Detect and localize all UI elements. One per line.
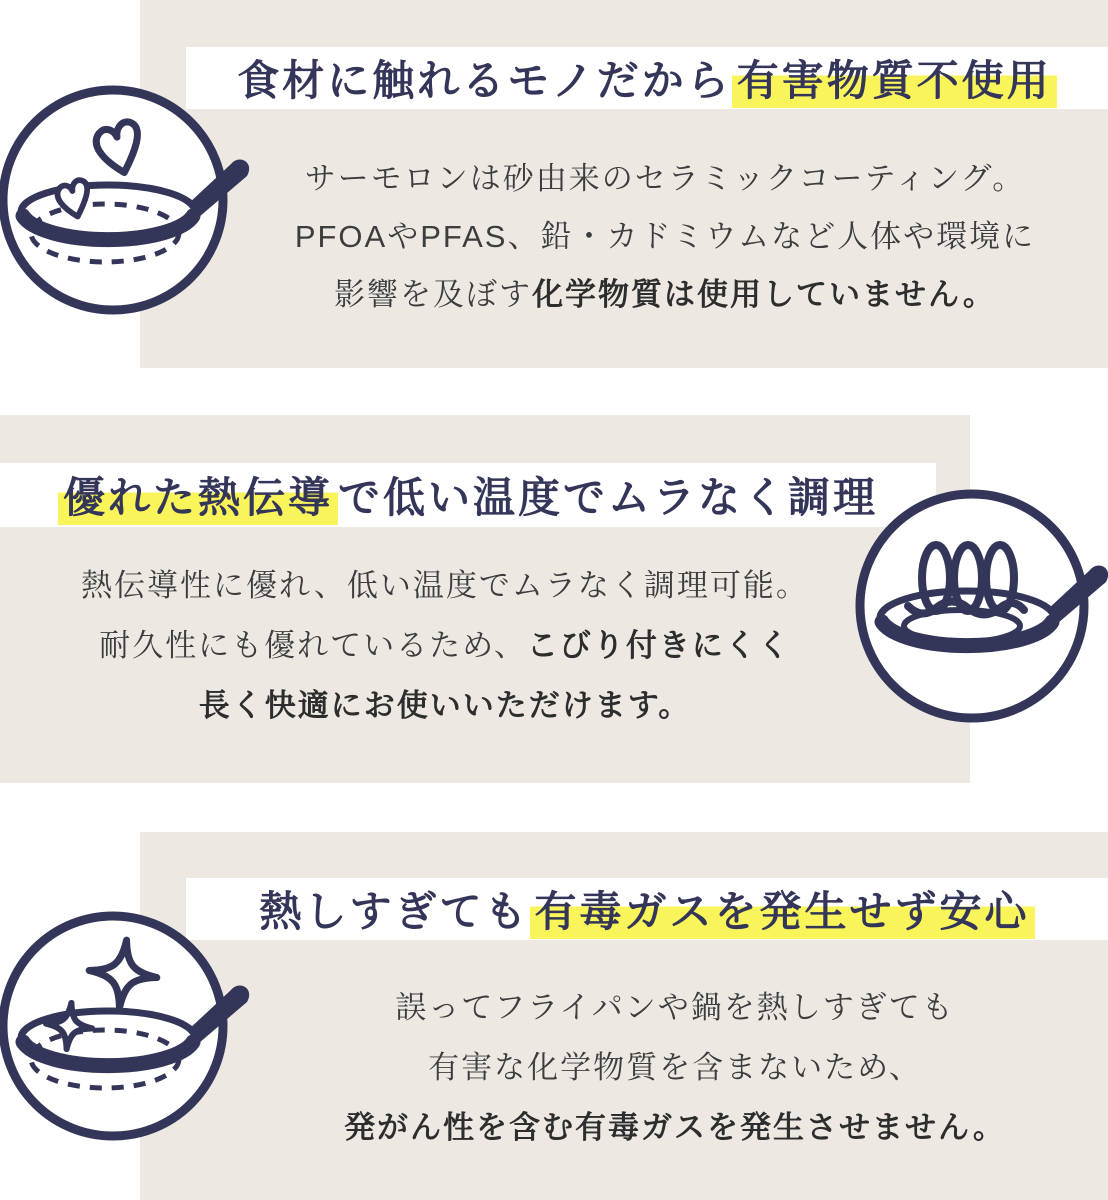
body-line: 誤ってフライパンや鍋を熱しすぎても bbox=[395, 990, 955, 1025]
title-highlight: 有毒ガスを発生せず安心 bbox=[530, 879, 1035, 939]
section-heat-conduction-body bbox=[0, 556, 890, 736]
title-text: 熱しすぎても bbox=[259, 888, 530, 935]
body-line: PFOAやPFAS、鉛・カドミウムなど人体や環境に bbox=[294, 219, 1036, 254]
pan-sparkle-icon bbox=[0, 908, 255, 1148]
section-toxic-free-title bbox=[186, 47, 1108, 109]
title-highlight: 有害物質不使用 bbox=[732, 48, 1057, 108]
section-toxic-free-body bbox=[250, 150, 1080, 324]
pan-heart-steam-icon bbox=[0, 82, 255, 322]
section-heat-conduction-title bbox=[0, 463, 936, 527]
body-line: 有害な化学物質を含まないため、 bbox=[428, 1050, 922, 1085]
body-line: 耐久性にも優れているため、こびり付きにくく bbox=[99, 628, 791, 663]
body-line: 影響を及ぼす化学物質は使用していません。 bbox=[334, 277, 996, 312]
section-no-toxic-gas-title bbox=[186, 878, 1108, 940]
body-line: 発がん性を含む有毒ガスを発生させません。 bbox=[344, 1110, 1006, 1145]
body-line: 長く快適にお使いいただけます。 bbox=[198, 688, 692, 723]
section-no-toxic-gas-body bbox=[260, 978, 1090, 1158]
body-line: 熱伝導性に優れ、低い温度でムラなく調理可能。 bbox=[81, 568, 809, 603]
body-line: サーモロンは砂由来のセラミックコーティング。 bbox=[304, 161, 1026, 196]
title-highlight: 優れた熱伝導 bbox=[58, 465, 338, 525]
title-text: 食材に触れるモノだから bbox=[237, 57, 732, 104]
title-text: で低い温度でムラなく調理 bbox=[338, 474, 879, 521]
pan-coil-icon bbox=[854, 488, 1108, 728]
